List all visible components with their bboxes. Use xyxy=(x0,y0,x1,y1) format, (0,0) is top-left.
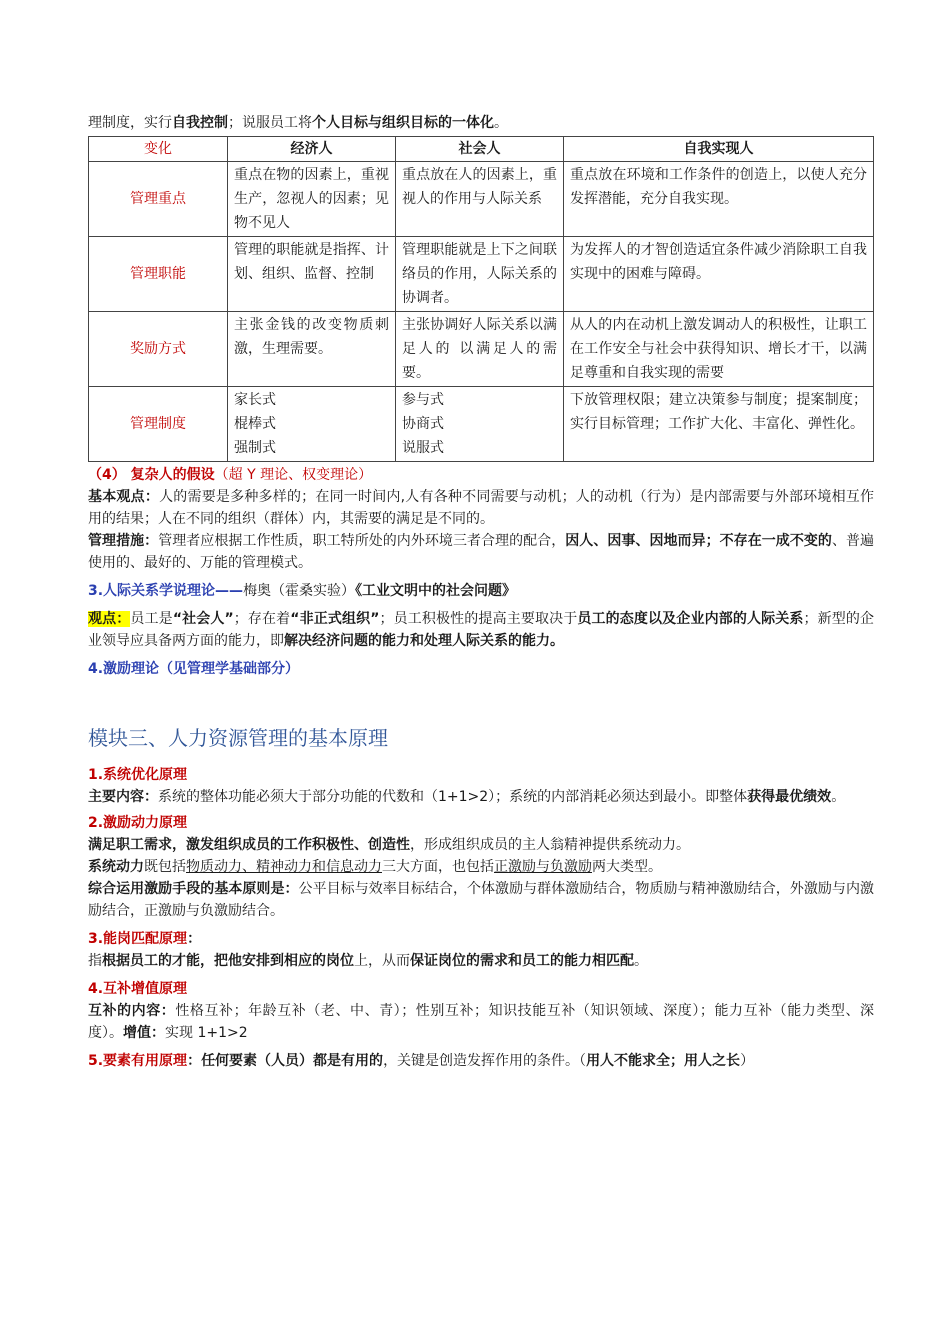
principle-3-title: 3.能岗匹配原理 xyxy=(88,931,188,947)
p2-text: 两大类型。 xyxy=(592,859,662,875)
intro-text-3: 。 xyxy=(494,115,508,131)
complex-basic-paragraph xyxy=(88,486,874,530)
table-cell: 从人的内在动机上激发调动人的积极性，让职工在工作安全与社会中获得知识、增长才干，以满足尊重和自我实现的需要 xyxy=(564,312,874,387)
table-cell: 管理的职能就是指挥、计划、组织、监督、控制 xyxy=(228,237,396,312)
principle-4-paragraph xyxy=(88,1000,874,1044)
table-row xyxy=(89,312,874,387)
p1-end: 。 xyxy=(831,789,846,805)
hr-bold: 员工的态度以及企业内部的人际关系 xyxy=(577,611,804,627)
principle-2-title: 2.激励动力原理 xyxy=(88,815,188,831)
hr-bold: “非正式组织” xyxy=(290,611,380,627)
p2-bold: 满足职工需求，激发组织成员的工作积极性、创造性 xyxy=(88,837,410,853)
p2-underline: 物质动力、精神动力和信息动力 xyxy=(186,859,382,875)
complex-man-title: （4） 复杂人的假设 xyxy=(88,467,215,483)
hr-text: ；员工积极性的提高主要取决于 xyxy=(379,611,578,627)
p5-colon: ： xyxy=(187,1053,202,1069)
table-cell: 管理职能就是上下之间联络员的作用，人际关系的协调者。 xyxy=(396,237,564,312)
table-cell: 下放管理权限；建立决策参与制度；提案制度；实行目标管理；工作扩大化、丰富化、弹性化。 xyxy=(564,387,874,462)
table-cell xyxy=(228,387,396,462)
measure-text-2: 、普遍使用的、最好的、万能的管理模式。 xyxy=(88,533,875,571)
p1-text: 系统的整体功能必须大于部分功能的代数和（1+1>2）；系统的内部消耗必须达到最小。即整体 xyxy=(158,789,748,805)
document-page xyxy=(88,112,874,1072)
module3-title: 模块三、人力资源管理的基本原理 xyxy=(88,726,388,750)
hr-theory-subtitle: 梅奥（霍桑实验） xyxy=(243,583,356,599)
complex-man-heading xyxy=(88,464,874,486)
hr-bold: 解决经济问题的能力和处理人际关系的能力。 xyxy=(284,633,564,649)
hr-bold: “社会人” xyxy=(172,611,234,627)
principle-1-title: 1.系统优化原理 xyxy=(88,767,188,783)
hr-theory-paragraph xyxy=(88,608,874,652)
header-economic-man: 经济人 xyxy=(228,137,396,162)
hr-text: ；新型的企业领导应具备两方面的能力，即 xyxy=(88,611,875,649)
intro-bold-1: 自我控制 xyxy=(172,115,228,131)
table-cell: 重点放在人的因素上，重视人的作用与人际关系 xyxy=(396,162,564,237)
view-label-highlight: 观点： xyxy=(88,611,131,627)
intro-line xyxy=(88,112,874,134)
hr-theory-title: 3.人际关系学说理论—— xyxy=(88,583,244,599)
p3-text: 。 xyxy=(634,953,648,969)
header-change: 变化 xyxy=(89,137,228,162)
table-cell xyxy=(396,387,564,462)
p4-label: 互补的内容： xyxy=(88,1003,176,1019)
p3-bold: 保证岗位的需求和员工的能力相匹配 xyxy=(410,953,634,969)
intro-bold-2: 个人目标与组织目标的一体化 xyxy=(312,115,494,131)
cell-line: 说服式 xyxy=(402,440,444,456)
table-row xyxy=(89,162,874,237)
hr-theory-book: 《工业文明中的社会问题》 xyxy=(355,583,517,599)
comparison-table xyxy=(88,136,874,462)
p1-label: 主要内容： xyxy=(88,789,158,805)
basic-view-label: 基本观点： xyxy=(88,489,160,505)
motivation-heading: 4.激励理论（见管理学基础部分） xyxy=(88,661,300,677)
cell-line: 强制式 xyxy=(234,440,276,456)
cell-line: 家长式 xyxy=(234,392,276,408)
p4-bold-text: 实现 1+1>2 xyxy=(165,1025,248,1041)
table-cell: 主张金钱的改变物质刺激，生理需要。 xyxy=(228,312,396,387)
principle-5-line xyxy=(88,1050,874,1072)
p2-bold: 综合运用激励手段的基本原则是： xyxy=(88,881,299,897)
measure-bold: 因人、因事、因地而异；不存在一成不变的 xyxy=(565,533,832,549)
basic-view-text: 人的需要是多种多样的；在同一时间内,人有各种不同需要与动机；人的动机（行为）是内部需要与外部环境相互作用的结果；人在不同的组织（群体）内，其需要的满足是不同的。 xyxy=(88,489,875,527)
complex-man-subtitle: （超 Y 理论、权变理论） xyxy=(214,467,373,483)
principle-1-paragraph xyxy=(88,786,874,808)
table-cell: 重点放在环境和工作条件的创造上，以使人充分发挥潜能，充分自我实现。 xyxy=(564,162,874,237)
row-label: 管理职能 xyxy=(89,237,228,312)
p5-bold: 用人不能求全；用人之长 xyxy=(586,1053,741,1069)
table-cell: 主张协调好人际关系以满足人的 以满足人的需要。 xyxy=(396,312,564,387)
header-social-man: 社会人 xyxy=(396,137,564,162)
principle-2-line-3 xyxy=(88,878,874,922)
p2-text: 公平目标与效率目标结合，个体激励与群体激励结合，物质励与精神激励结合，外激励与内激励结合，正激励与负激励结合。 xyxy=(88,881,874,919)
hr-text: 员工是 xyxy=(130,611,173,627)
hr-text: ；存在着 xyxy=(233,611,291,627)
hr-theory-heading xyxy=(88,580,874,602)
p2-text: 既包括 xyxy=(144,859,186,875)
measure-text: 管理者应根据工作性质，职工特所处的内外环境三者合理的配合， xyxy=(158,533,566,549)
intro-text-2: ；说服员工将 xyxy=(228,115,312,131)
p5-text: ） xyxy=(740,1053,755,1069)
cell-line: 棍棒式 xyxy=(234,416,276,432)
row-label: 管理制度 xyxy=(89,387,228,462)
table-cell: 为发挥人的才智创造适宜条件减少消除职工自我实现中的困难与障碍。 xyxy=(564,237,874,312)
p3-text: 指 xyxy=(88,953,102,969)
principle-4-title: 4.互补增值原理 xyxy=(88,981,188,997)
table-row xyxy=(89,387,874,462)
principle-5-title: 5.要素有用原理 xyxy=(88,1053,188,1069)
header-self-actualizing-man: 自我实现人 xyxy=(564,137,874,162)
table-cell: 重点在物的因素上，重视生产，忽视人的因素；见物不见人 xyxy=(228,162,396,237)
p3-text: 上，从而 xyxy=(354,953,410,969)
intro-text: 理制度，实行 xyxy=(88,115,172,131)
row-label: 管理重点 xyxy=(89,162,228,237)
p2-text: 三大方面，也包括 xyxy=(382,859,494,875)
p2-underline: 正激励与负激励 xyxy=(494,859,592,875)
measure-label: 管理措施： xyxy=(88,533,159,549)
p1-bold: 获得最优绩效 xyxy=(747,789,832,805)
p2-bold: 系统动力 xyxy=(88,859,144,875)
p4-text: 性格互补；年龄互补（老、中、青）；性别互补；知识技能互补（知识领域、深度）；能力互补（能力类型、深度）。 xyxy=(88,1003,875,1041)
p3-colon: ： xyxy=(187,931,202,947)
principle-3-paragraph xyxy=(88,950,874,972)
principle-2-line-2 xyxy=(88,856,874,878)
complex-measure-paragraph xyxy=(88,530,874,574)
table-row xyxy=(89,237,874,312)
p5-text: ，关键是创造发挥作用的条件。（ xyxy=(383,1053,587,1069)
row-label: 奖励方式 xyxy=(89,312,228,387)
p2-text: ，形成组织成员的主人翁精神提供系统动力。 xyxy=(410,837,690,853)
table-header-row xyxy=(89,137,874,162)
principle-2-line-1 xyxy=(88,834,874,856)
p5-bold: 任何要素（人员）都是有用的 xyxy=(201,1053,384,1069)
p4-bold-label: 增值： xyxy=(123,1025,165,1041)
principle-3-heading xyxy=(88,928,874,950)
cell-line: 协商式 xyxy=(402,416,444,432)
cell-line: 参与式 xyxy=(402,392,444,408)
p3-bold: 根据员工的才能，把他安排到相应的岗位 xyxy=(102,953,354,969)
